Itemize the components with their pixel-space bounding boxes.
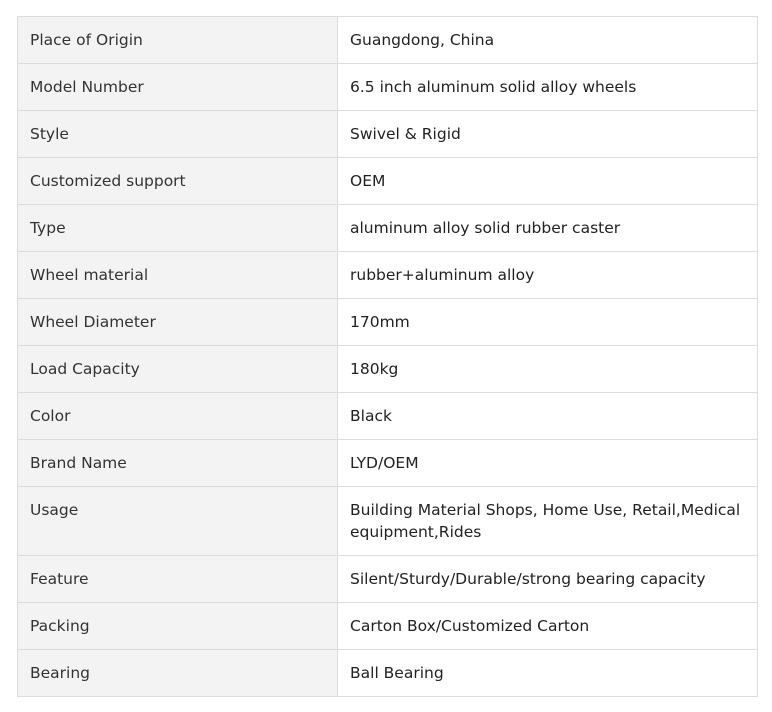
table-row [18,64,758,111]
spec-value-model-number: 6.5 inch aluminum solid alloy wheels [338,64,758,111]
spec-value-wheel-diameter: 170mm [338,299,758,346]
spec-value-wheel-material: rubber+aluminum alloy [338,252,758,299]
spec-value-feature: Silent/Sturdy/Durable/strong bearing capacity [338,556,758,603]
spec-value-customized-support: OEM [338,158,758,205]
table-row [18,299,758,346]
spec-key-bearing: Bearing [18,650,338,697]
spec-key-load-capacity: Load Capacity [18,346,338,393]
table-row [18,393,758,440]
spec-key-customized-support: Customized support [18,158,338,205]
table-row [18,205,758,252]
spec-value-color: Black [338,393,758,440]
spec-value-place-of-origin: Guangdong, China [338,17,758,64]
spec-value-type: aluminum alloy solid rubber caster [338,205,758,252]
table-row [18,17,758,64]
spec-key-usage: Usage [18,487,338,556]
spec-value-bearing: Ball Bearing [338,650,758,697]
table-row [18,556,758,603]
spec-value-load-capacity: 180kg [338,346,758,393]
spec-key-feature: Feature [18,556,338,603]
spec-key-place-of-origin: Place of Origin [18,17,338,64]
spec-key-packing: Packing [18,603,338,650]
spec-key-style: Style [18,111,338,158]
spec-value-packing: Carton Box/Customized Carton [338,603,758,650]
table-row [18,158,758,205]
table-row [18,252,758,299]
spec-key-wheel-material: Wheel material [18,252,338,299]
table-row [18,346,758,393]
table-row [18,603,758,650]
product-spec-table [17,16,758,697]
table-row [18,440,758,487]
spec-key-wheel-diameter: Wheel Diameter [18,299,338,346]
spec-value-brand-name: LYD/OEM [338,440,758,487]
table-row [18,111,758,158]
spec-value-usage: Building Material Shops, Home Use, Retail,Medical equipment,Rides [338,487,758,556]
spec-key-color: Color [18,393,338,440]
table-row [18,487,758,556]
spec-key-model-number: Model Number [18,64,338,111]
spec-value-style: Swivel & Rigid [338,111,758,158]
table-row [18,650,758,697]
spec-key-type: Type [18,205,338,252]
spec-key-brand-name: Brand Name [18,440,338,487]
